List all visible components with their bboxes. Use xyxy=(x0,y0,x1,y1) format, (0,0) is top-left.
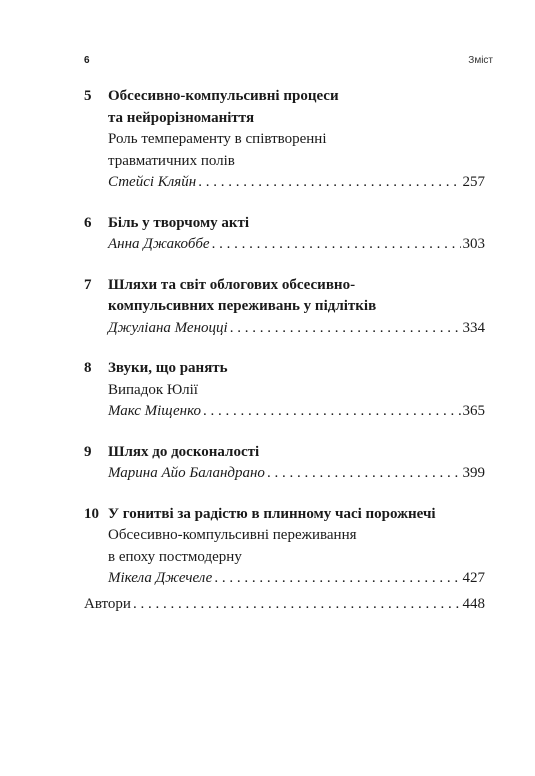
chapter-page-number: 427 xyxy=(462,570,485,586)
leader-dots xyxy=(212,234,461,256)
page-header xyxy=(84,55,493,69)
chapter-author: Макс Міщенко xyxy=(108,403,202,419)
author-line xyxy=(108,172,485,194)
chapter-page-number: 303 xyxy=(462,236,485,252)
leader-dots xyxy=(214,568,460,590)
chapter-number: 5 xyxy=(84,88,92,104)
leader-dots xyxy=(203,401,460,423)
chapter-title-line: У гонитві за радістю в плинному часі порожнечі xyxy=(108,505,436,522)
author-line xyxy=(108,401,485,423)
toc-authors-entry[interactable] xyxy=(84,594,485,616)
chapter-subtitle-line: Випадок Юлії xyxy=(108,381,198,398)
leader-dots xyxy=(133,594,461,616)
chapter-title-line: Обсесивно-компульсивні процеси xyxy=(108,88,339,104)
toc-entry[interactable] xyxy=(84,504,485,590)
chapter-number: 10 xyxy=(84,505,99,522)
chapter-author: Джуліана Меноцці xyxy=(108,319,228,336)
chapter-author: Марина Айо Баландрано xyxy=(108,465,265,481)
author-line xyxy=(108,234,485,256)
chapter-page-number: 257 xyxy=(462,174,485,190)
author-line xyxy=(108,318,485,340)
toc-authors-label: Автори xyxy=(84,596,131,612)
chapter-number: 7 xyxy=(84,276,92,293)
running-head: Зміст xyxy=(468,55,493,66)
chapter-author: Мікела Джечеле xyxy=(108,570,213,586)
toc-entry[interactable] xyxy=(84,213,485,256)
toc-entry[interactable] xyxy=(84,275,485,340)
chapter-author: Стейсі Кляйн xyxy=(108,174,197,190)
toc-entry[interactable] xyxy=(84,442,485,485)
toc-authors-page: 448 xyxy=(462,596,485,612)
chapter-title-line: компульсивних переживань у підлітків xyxy=(108,298,377,314)
chapter-page-number: 365 xyxy=(462,403,485,419)
chapter-subtitle-line: травматичних полів xyxy=(108,152,235,169)
chapter-title-line: Звуки, що ранять xyxy=(108,360,228,376)
author-line xyxy=(108,463,485,485)
chapter-number: 9 xyxy=(84,443,92,460)
chapter-title-line: Шлях до досконалості xyxy=(108,443,260,460)
toc-entry[interactable] xyxy=(84,86,485,194)
toc-entry[interactable] xyxy=(84,358,485,423)
chapter-subtitle-line: Роль темпераменту в співтворенні xyxy=(108,131,327,147)
chapter-page-number: 334 xyxy=(462,319,485,336)
chapter-subtitle-line: Обсесивно-компульсивні переживання xyxy=(108,527,357,543)
chapter-author: Анна Джакоббе xyxy=(108,236,210,252)
chapter-title-line: Біль у творчому акті xyxy=(108,214,250,231)
leader-dots xyxy=(230,318,461,340)
chapter-number: 6 xyxy=(84,214,92,231)
chapter-page-number: 399 xyxy=(462,465,485,481)
author-line xyxy=(108,568,485,590)
chapter-number: 8 xyxy=(84,360,92,376)
chapter-title-line: Шляхи та світ облогових обсесивно- xyxy=(108,276,356,293)
page-number: 6 xyxy=(84,55,90,66)
leader-dots xyxy=(267,463,461,485)
leader-dots xyxy=(198,172,460,194)
table-of-contents xyxy=(84,86,485,609)
chapter-title-line: та нейрорізноманіття xyxy=(108,109,255,126)
chapter-subtitle-line: в епоху постмодерну xyxy=(108,548,242,565)
